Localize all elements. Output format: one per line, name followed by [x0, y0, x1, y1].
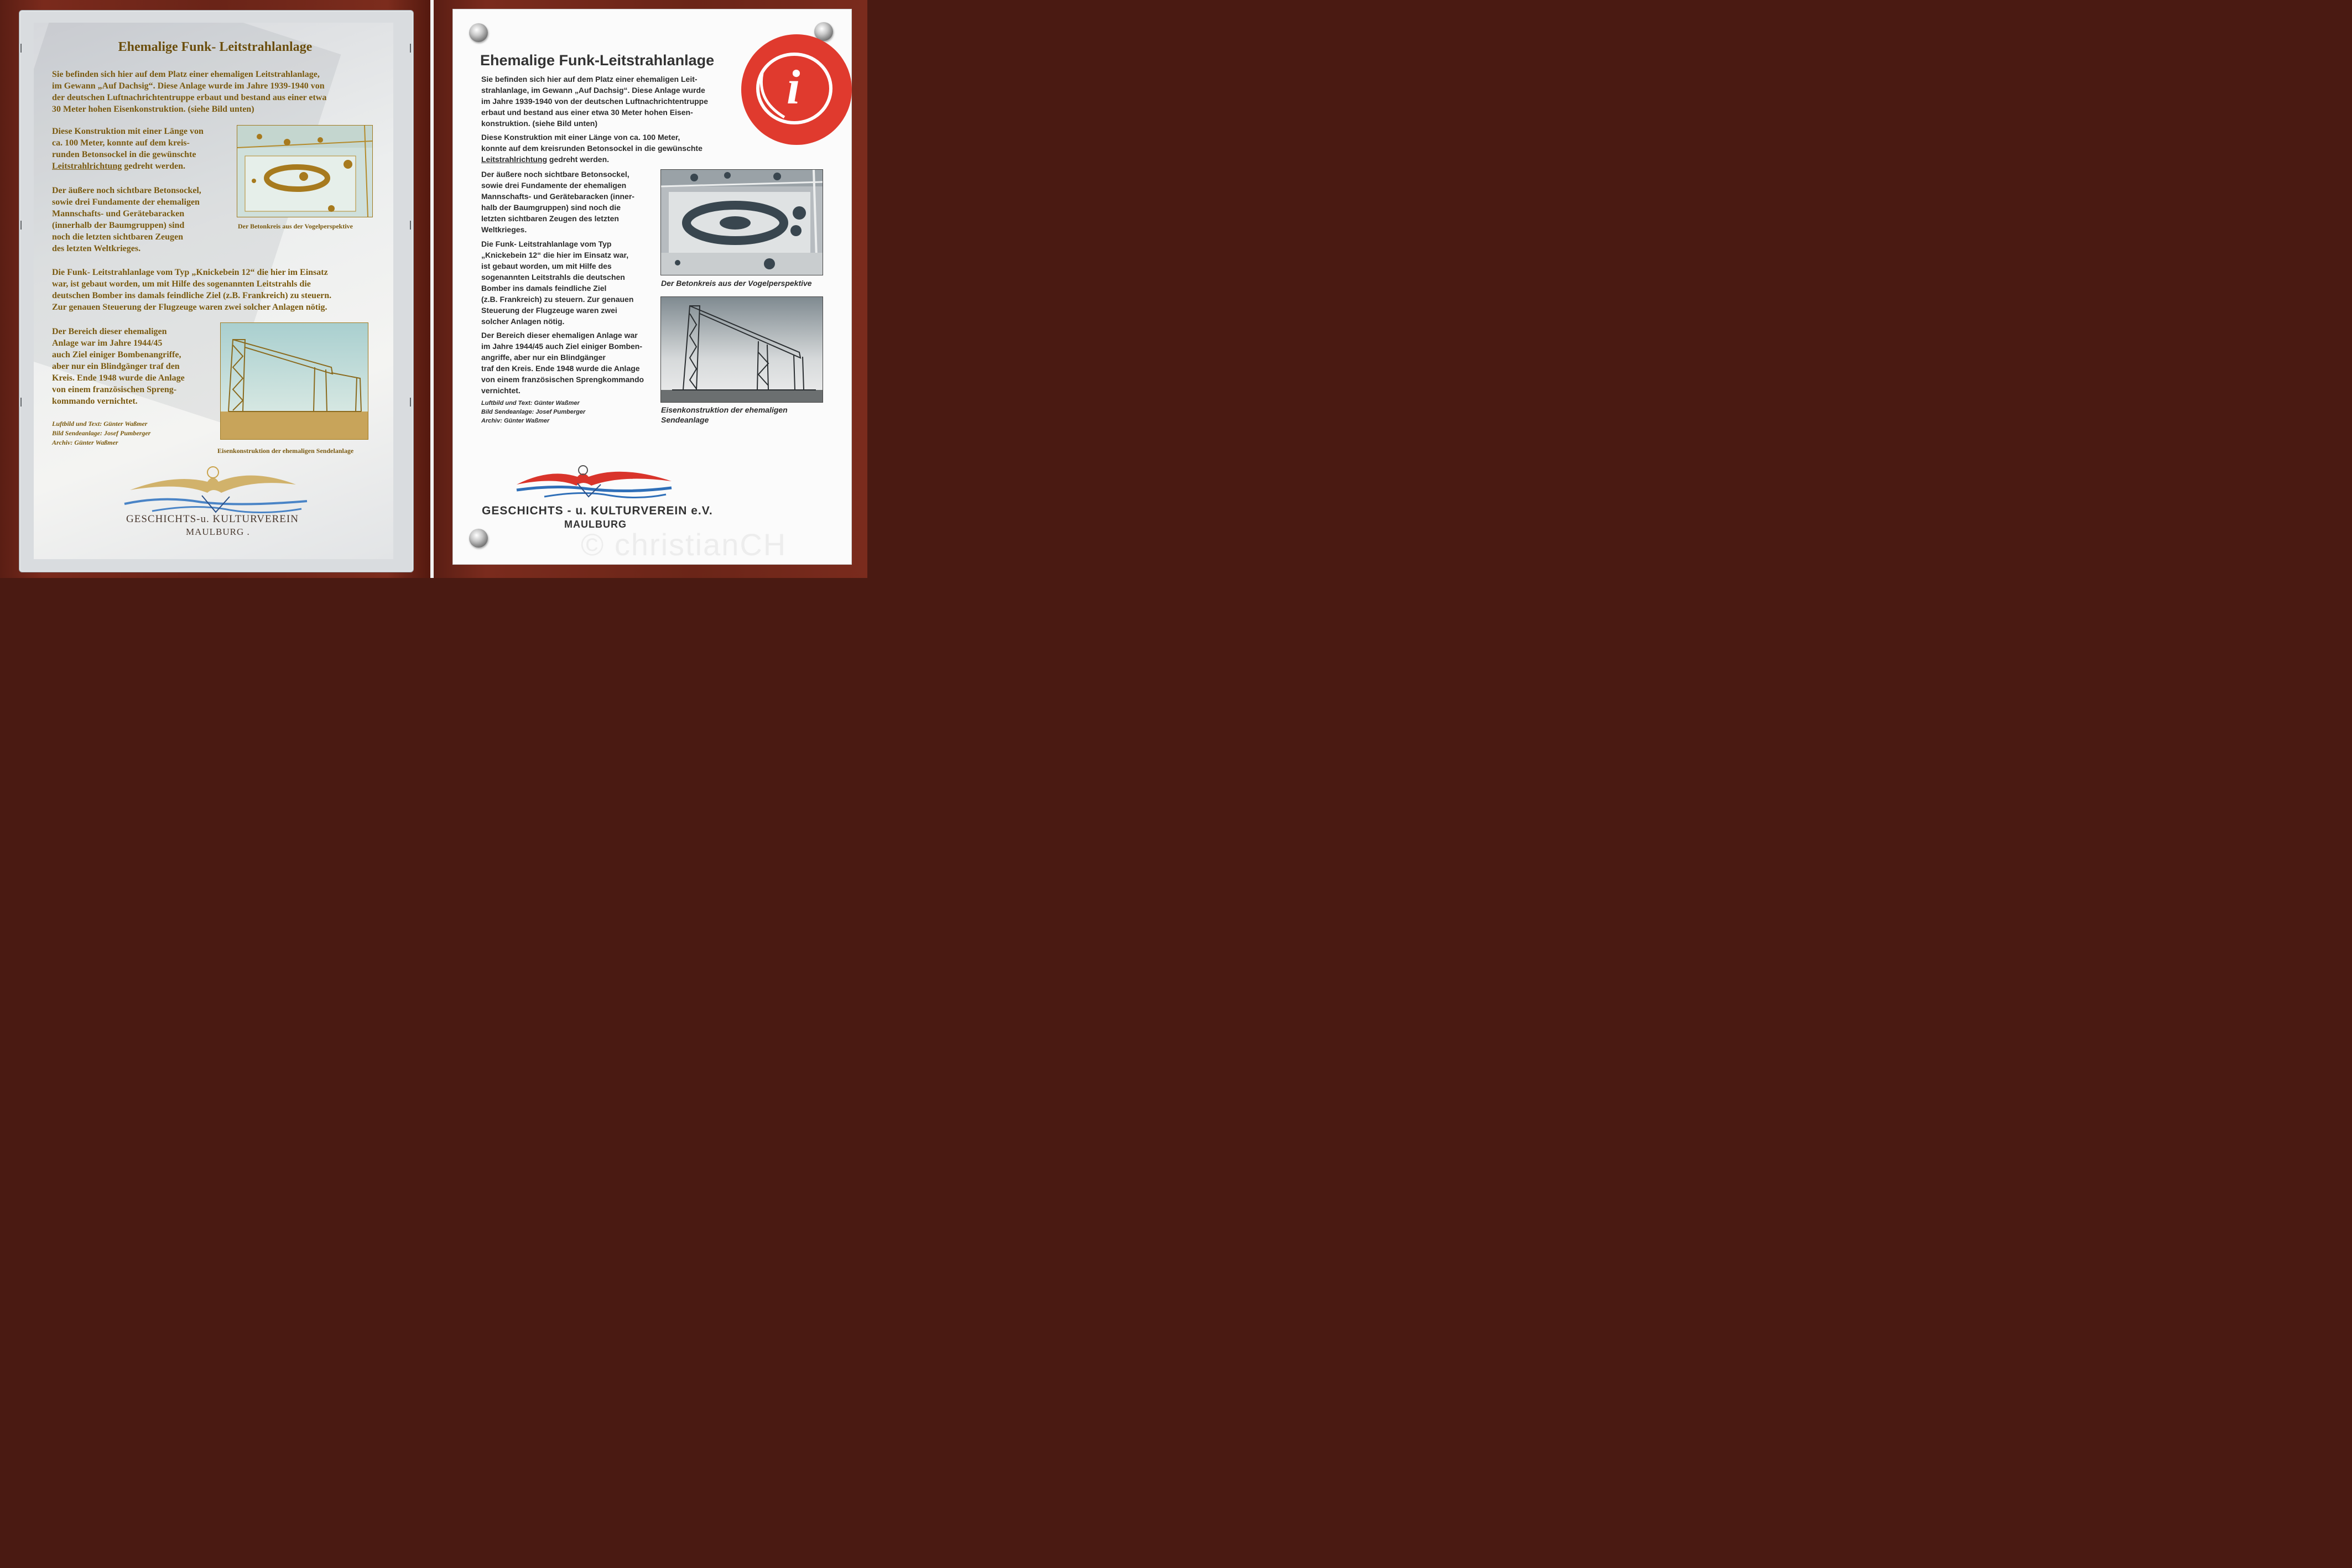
new-sign-photo	[434, 0, 867, 578]
old-para-bombing: Der Bereich dieser ehemaligen Anlage war im Jahre 1944/45 auch Ziel einiger Bombenangriffe, aber nur ein Blindgänger traf den Kreis. Ende 1948 wurde die Anlage von einem französischen Spreng- kommando vernichtet.	[52, 327, 185, 406]
new-para-intro: Sie befinden sich hier auf dem Platz einer ehemaligen Leit- strahlanlage, im Gewann „Auf Dachsig“. Diese Anlage wurde im Jahre 1939-1940 von der deutschen Luftnachrichtentruppe erbaut und bestand aus einer etwa 30 Meter hohen Eisen- konstruktion. (siehe Bild unten)	[481, 75, 709, 128]
new-caption-aerial: Der Betonkreis aus der Vogelperspektive	[661, 279, 812, 288]
new-credits: Luftbild und Text: Günter Waßmer Bild Sendeanlage: Josef Pumberger Archiv: Günter Waßmer	[481, 400, 586, 424]
old-sign-title: Ehemalige Funk- Leitstrahlanlage	[118, 40, 313, 54]
old-org-name: GESCHICHTS-u. KULTURVEREIN	[126, 513, 299, 525]
screw-bottom-left	[469, 529, 488, 548]
old-credits: Luftbild und Text: Günter Waßmer Bild Sendeanlage: Josef Pumberger Archiv: Günter Waßmer	[52, 420, 151, 446]
new-para-remains: Der äußere noch sichtbare Betonsockel, sowie drei Fundamente der ehemaligen Mannschafts- und Gerätebaracken (inner- halb der Baumgruppen) sind noch die letzten sichtbaren Zeugen des letzten Weltkrieges.	[481, 170, 634, 234]
copyright-watermark: © christianCH	[581, 527, 787, 562]
new-sign-title: Ehemalige Funk-Leitstrahlanlage	[480, 52, 715, 69]
new-org-town: MAULBURG	[564, 519, 627, 530]
new-org-name: GESCHICHTS - u. KULTURVEREIN e.V.	[482, 504, 713, 517]
new-tower-photo	[660, 296, 823, 403]
new-para-knickebein: Die Funk- Leitstrahlanlage vom Typ „Knickebein 12“ die hier im Einsatz war, ist gebaut worden, um mit Hilfe des sogenannten Leitstrahls die deutschen Bomber ins damals feindliche Ziel (z.B. Frankreich) zu steuern. Zur genauen Steuerung der Flugzeuge waren zwei solcher Anlagen nötig.	[481, 239, 634, 326]
old-caption-tower: Eisenkonstruktion der ehemaligen Sendelanlage	[217, 447, 354, 455]
old-para-remains: Der äußere noch sichtbare Betonsockel, sowie drei Fundamente der ehemaligen Mannschafts- und Gerätebaracken (innerhalb der Baumgruppen) sind noch die letzten sichtbaren Zeugen des letzten Weltkrieges.	[52, 186, 201, 253]
old-tower-photo	[220, 322, 368, 440]
info-icon	[740, 34, 853, 146]
new-logo-mountains	[511, 462, 677, 501]
old-caption-aerial: Der Betonkreis aus der Vogelperspektive	[238, 222, 353, 230]
old-para-knickebein: Die Funk- Leitstrahlanlage vom Typ „Knickebein 12“ die hier im Einsatz war, ist gebaut worden, um mit Hilfe des sogenannten Leitstrahls die deutschen Bomber ins damals feindliche Ziel (z.B. Frankreich) zu steuern. Zur genauen Steuerung der Flugzeuge waren zwei solcher Anlagen nötig.	[52, 268, 332, 312]
new-aerial-photo	[660, 169, 823, 275]
old-para-intro: Sie befinden sich hier auf dem Platz einer ehemaligen Leitstrahlanlage, im Gewann „Auf Dachsig“. Diese Anlage wurde im Jahre 1939-1940 von der deutschen Luftnachrichtentruppe erbaut und bestand aus einer etwa 30 Meter hohen Eisenkonstruktion. (siehe Bild unten)	[52, 70, 327, 114]
old-org-town: MAULBURG .	[186, 527, 250, 537]
new-caption-tower: Eisenkonstruktion der ehemaligen Sendeanlage	[661, 405, 788, 424]
new-para-bombing: Der Bereich dieser ehemaligen Anlage war im Jahre 1944/45 auch Ziel einiger Bomben- angriffe, aber nur ein Blindgänger traf den Kreis. Ende 1948 wurde die Anlage von einem französischen Sprengkommando vernichtet.	[481, 331, 644, 395]
old-sign-photo	[0, 0, 430, 578]
old-para-construction: Diese Konstruktion mit einer Länge von ca. 100 Meter, konnte auf dem kreis- runden Betonsockel in die gewünschte Leitstrahlrichtung gedreht werden.	[52, 127, 204, 171]
svg-text:i: i	[787, 61, 800, 114]
old-aerial-photo	[237, 125, 373, 217]
old-logo-mountains	[119, 462, 318, 518]
new-para-construction: Diese Konstruktion mit einer Länge von ca. 100 Meter, konnte auf dem kreisrunden Betonsockel in die gewünschte Leitstrahlrichtung gedreht werden.	[481, 133, 703, 164]
screw-top-left	[469, 23, 488, 42]
